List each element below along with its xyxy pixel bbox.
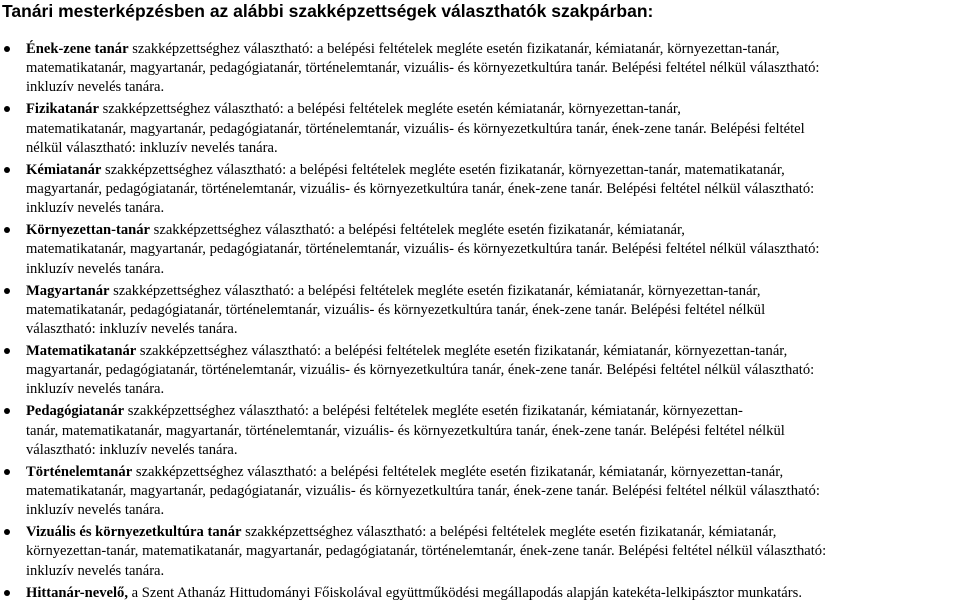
item-line [26,463,960,482]
qualification-term: Kémiatanár [26,161,102,178]
bullet-icon [4,288,10,294]
item-text: magyartanár, pedagógiatanár, történelemtanár, vizuális- és környezetkultúra tanár, ének-zene tanár. Belépési feltétel nélkül választható: [26,181,815,198]
item-line [26,59,960,78]
qualification-term: Környezettan-tanár [26,222,151,239]
item-line [26,320,960,339]
item-text: matematikatanár, magyartanár, pedagógiatanár, történelemtanár, vizuális- és környezetkultúra tanár. Belépési feltétel nélkül választható: [26,241,820,258]
list-item [0,221,960,279]
item-text: matematikatanár, magyartanár, pedagógiatanár, történelemtanár, vizuális- és környezetkultúra tanár. Belépési feltétel nélkül választható: [26,60,820,77]
item-line [26,402,960,421]
item-line [26,584,960,603]
item-text: szakképzettséghez választható: a belépési feltételek megléte esetén fizikatanár, kémiatanár, környezettan-tanár, [109,282,761,299]
item-line [26,562,960,581]
bullet-icon [4,529,10,535]
item-text: inkluzív nevelés tanára. [26,562,165,579]
item-text: szakképzettséghez választható: a belépési feltételek megléte esetén fizikatanár, kémiatanár, környezettan-tanár, [132,463,784,480]
item-text: környezettan-tanár, matematikatanár, magyartanár, pedagógiatanár, történelemtanár, ének-zene tanár. Belépési feltétel nélkül választható: [26,543,827,560]
qualification-term: Ének-zene tanár [26,41,129,57]
item-text: nélkül választható: inkluzív nevelés tanára. [26,139,278,156]
item-text: választható: inkluzív nevelés tanára. [26,321,238,338]
item-line [26,301,960,320]
item-text: szakképzettséghez választható: a belépési feltételek megléte esetén fizikatanár, kémiatanár, [150,222,685,239]
item-text: matematikatanár, magyartanár, pedagógiatanár, vizuális- és környezetkultúra tanár, ének-zene tanár. Belépési feltétel nélkül választható: [26,483,820,500]
bullet-icon [4,348,10,354]
item-line [26,221,960,240]
item-text: szakképzettséghez választható: a belépési feltételek megléte esetén fizikatanár, környezettan-tanár, matematikatanár, [101,161,785,178]
item-text: tanár, matematikatanár, magyartanár, történelemtanár, vizuális- és környezetkultúra tanár, ének-zene tanár. Belépési feltétel nélkül [26,422,785,439]
list-item [0,161,960,219]
item-line [26,361,960,380]
qualification-term: Pedagógiatanár [26,403,125,420]
list-item [0,100,960,158]
item-text: szakképzettséghez választható: a belépési feltételek megléte esetén fizikatanár, kémiatanár, környezettan-tanár, [128,41,780,57]
item-line [26,120,960,139]
bullet-icon [4,590,10,596]
item-line [26,422,960,441]
qualification-term: Történelemtanár [26,463,133,480]
item-line [26,260,960,279]
page-title: Tanári mesterképzésben az alábbi szakképzettségek választhatók szakpárban: [2,1,654,21]
bullet-icon [4,469,10,475]
item-line [26,542,960,561]
item-text: inkluzív nevelés tanára. [26,79,165,96]
item-line [26,100,960,119]
list-item [0,584,960,603]
item-text: szakképzettséghez választható: a belépési feltételek megléte esetén fizikatanár, kémiatanár, [241,524,777,541]
qualification-term: Fizikatanár [26,101,99,118]
item-text: szakképzettséghez választható: a belépési feltételek megléte esetén fizikatanár, kémiatanár, környezettan- [124,403,743,420]
item-line [26,523,960,542]
qualification-term: Matematikatanár [26,343,137,360]
bullet-icon [4,227,10,233]
bullet-icon [4,106,10,112]
item-text: matematikatanár, pedagógiatanár, történelemtanár, vizuális- és környezetkultúra tanár, ének-zene tanár. Belépési feltétel nélkül [26,301,766,318]
item-line [26,78,960,97]
qualification-term: Vizuális és környezetkultúra tanár [26,524,242,541]
item-line [26,482,960,501]
item-text: matematikatanár, magyartanár, pedagógiatanár, történelemtanár, vizuális- és környezetkultúra tanár, ének-zene tanár. Belépési feltétel [26,120,805,137]
item-line [26,180,960,199]
item-line [26,380,960,399]
qualification-term: Magyartanár [26,282,110,299]
item-text: magyartanár, pedagógiatanár, történelemtanár, vizuális- és környezetkultúra tanár, ének-zene tanár. Belépési feltétel nélkül választható: [26,362,815,379]
item-text: szakképzettséghez választható: a belépési feltételek megléte esetén fizikatanár, kémiatanár, környezettan-tanár, [136,343,788,360]
item-text: szakképzettséghez választható: a belépési feltételek megléte esetén kémiatanár, környezettan-tanár, [98,101,681,118]
item-text: választható: inkluzív nevelés tanára. [26,441,238,458]
list-item [0,402,960,460]
bullet-icon [4,46,10,52]
item-text: inkluzív nevelés tanára. [26,502,165,519]
bullet-icon [4,408,10,414]
item-line [26,282,960,301]
item-line [26,139,960,158]
item-line [26,161,960,180]
item-text: a Szent Athanáz Hittudományi Főiskolával együttműködési megállapodás alapján katekéta-lelkipásztor munkatárs. [128,584,802,601]
item-text: inkluzív nevelés tanára. [26,381,165,398]
item-line [26,441,960,460]
list-item [0,463,960,521]
item-line [26,501,960,520]
qualification-list [0,40,960,606]
item-line [26,199,960,218]
list-item [0,523,960,581]
item-text: inkluzív nevelés tanára. [26,200,165,217]
item-line [26,342,960,361]
item-line [26,40,960,59]
list-item [0,342,960,400]
bullet-icon [4,167,10,173]
list-item [0,40,960,98]
list-item [0,282,960,340]
qualification-term: Hittanár-nevelő, [26,584,128,601]
item-line [26,240,960,259]
item-text: inkluzív nevelés tanára. [26,260,165,277]
